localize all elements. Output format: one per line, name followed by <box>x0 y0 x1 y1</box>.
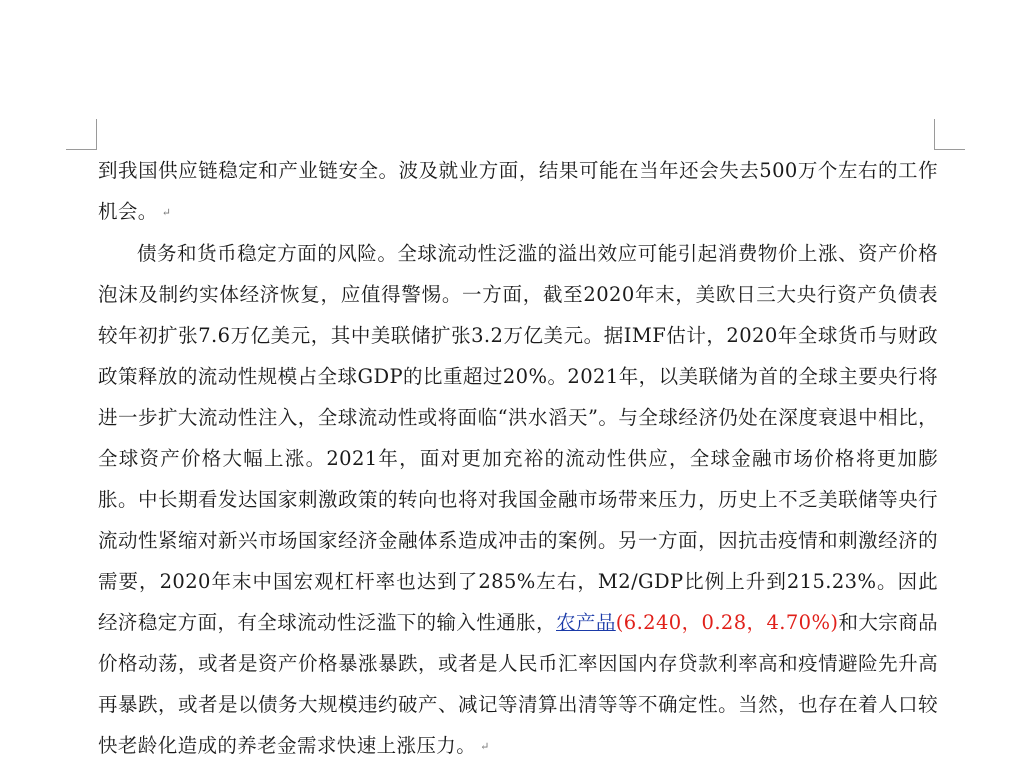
paragraph-text-continued: 和大宗商品价格动荡，或者是资产价格暴涨暴跌，或者是人民币汇率因国内存贷款利率高和疫情避险先升高再暴跌，或者是以债务大规模违约破产、减记等清算出清等等不确定性。当然，也存在着人口较快老龄化造成的养老金需求快速上涨压力。 <box>98 611 939 757</box>
agricultural-products-quote: 6.240，0.28，4.70% <box>623 611 831 634</box>
paragraph-mark-icon: ↵ <box>480 740 490 753</box>
document-body <box>98 150 938 767</box>
paragraph-debt-currency-risk <box>98 233 938 767</box>
paragraph-mark-icon: ↵ <box>161 206 172 219</box>
paragraph-text: 债务和货币稳定方面的风险。全球流动性泛滥的溢出效应可能引起消费物价上涨、资产价格泡沫及制约实体经济恢复，应值得警惕。一方面，截至2020年末，美欧日三大央行资产负债表较年初扩张7.6万亿美元，其中美联储扩张3.2万亿美元。据IMF估计，2020年全球货币与财政政策释放的流动性规模占全球GDP的比重超过20%。2021年，以美联储为首的全球主要央行将进一步扩大流动性注入，全球流动性或将面临“洪水滔天”。与全球经济仍处在深度衰退中相比，全球资产价格大幅上涨。2021年，面对更加充裕的流动性供应，全球金融市场价格将更加膨胀。中长期看发达国家刺激政策的转向也将对我国金融市场带来压力，历史上不乏美联储等央行流动性紧缩对新兴市场国家经济金融体系造成冲击的案例。另一方面，因抗击疫情和刺激经济的需要，2020年末中国宏观杠杆率也达到了285%左右，M2/GDP比例上升到215.23%。因此经济稳定方面，有全球流动性泛滥下的输入性通胀， <box>98 242 938 634</box>
agricultural-products-link[interactable]: 农产品 <box>556 611 616 634</box>
paragraph-employment <box>98 150 938 233</box>
quote-open-paren: ( <box>615 611 624 634</box>
paragraph-text: 到我国供应链稳定和产业链安全。波及就业方面，结果可能在当年还会失去500万个左右的工作机会。 <box>98 159 938 223</box>
page-margin-corner-top-right <box>934 119 965 150</box>
page-margin-corner-top-left <box>66 119 97 150</box>
quote-close-paren: ) <box>830 611 839 634</box>
